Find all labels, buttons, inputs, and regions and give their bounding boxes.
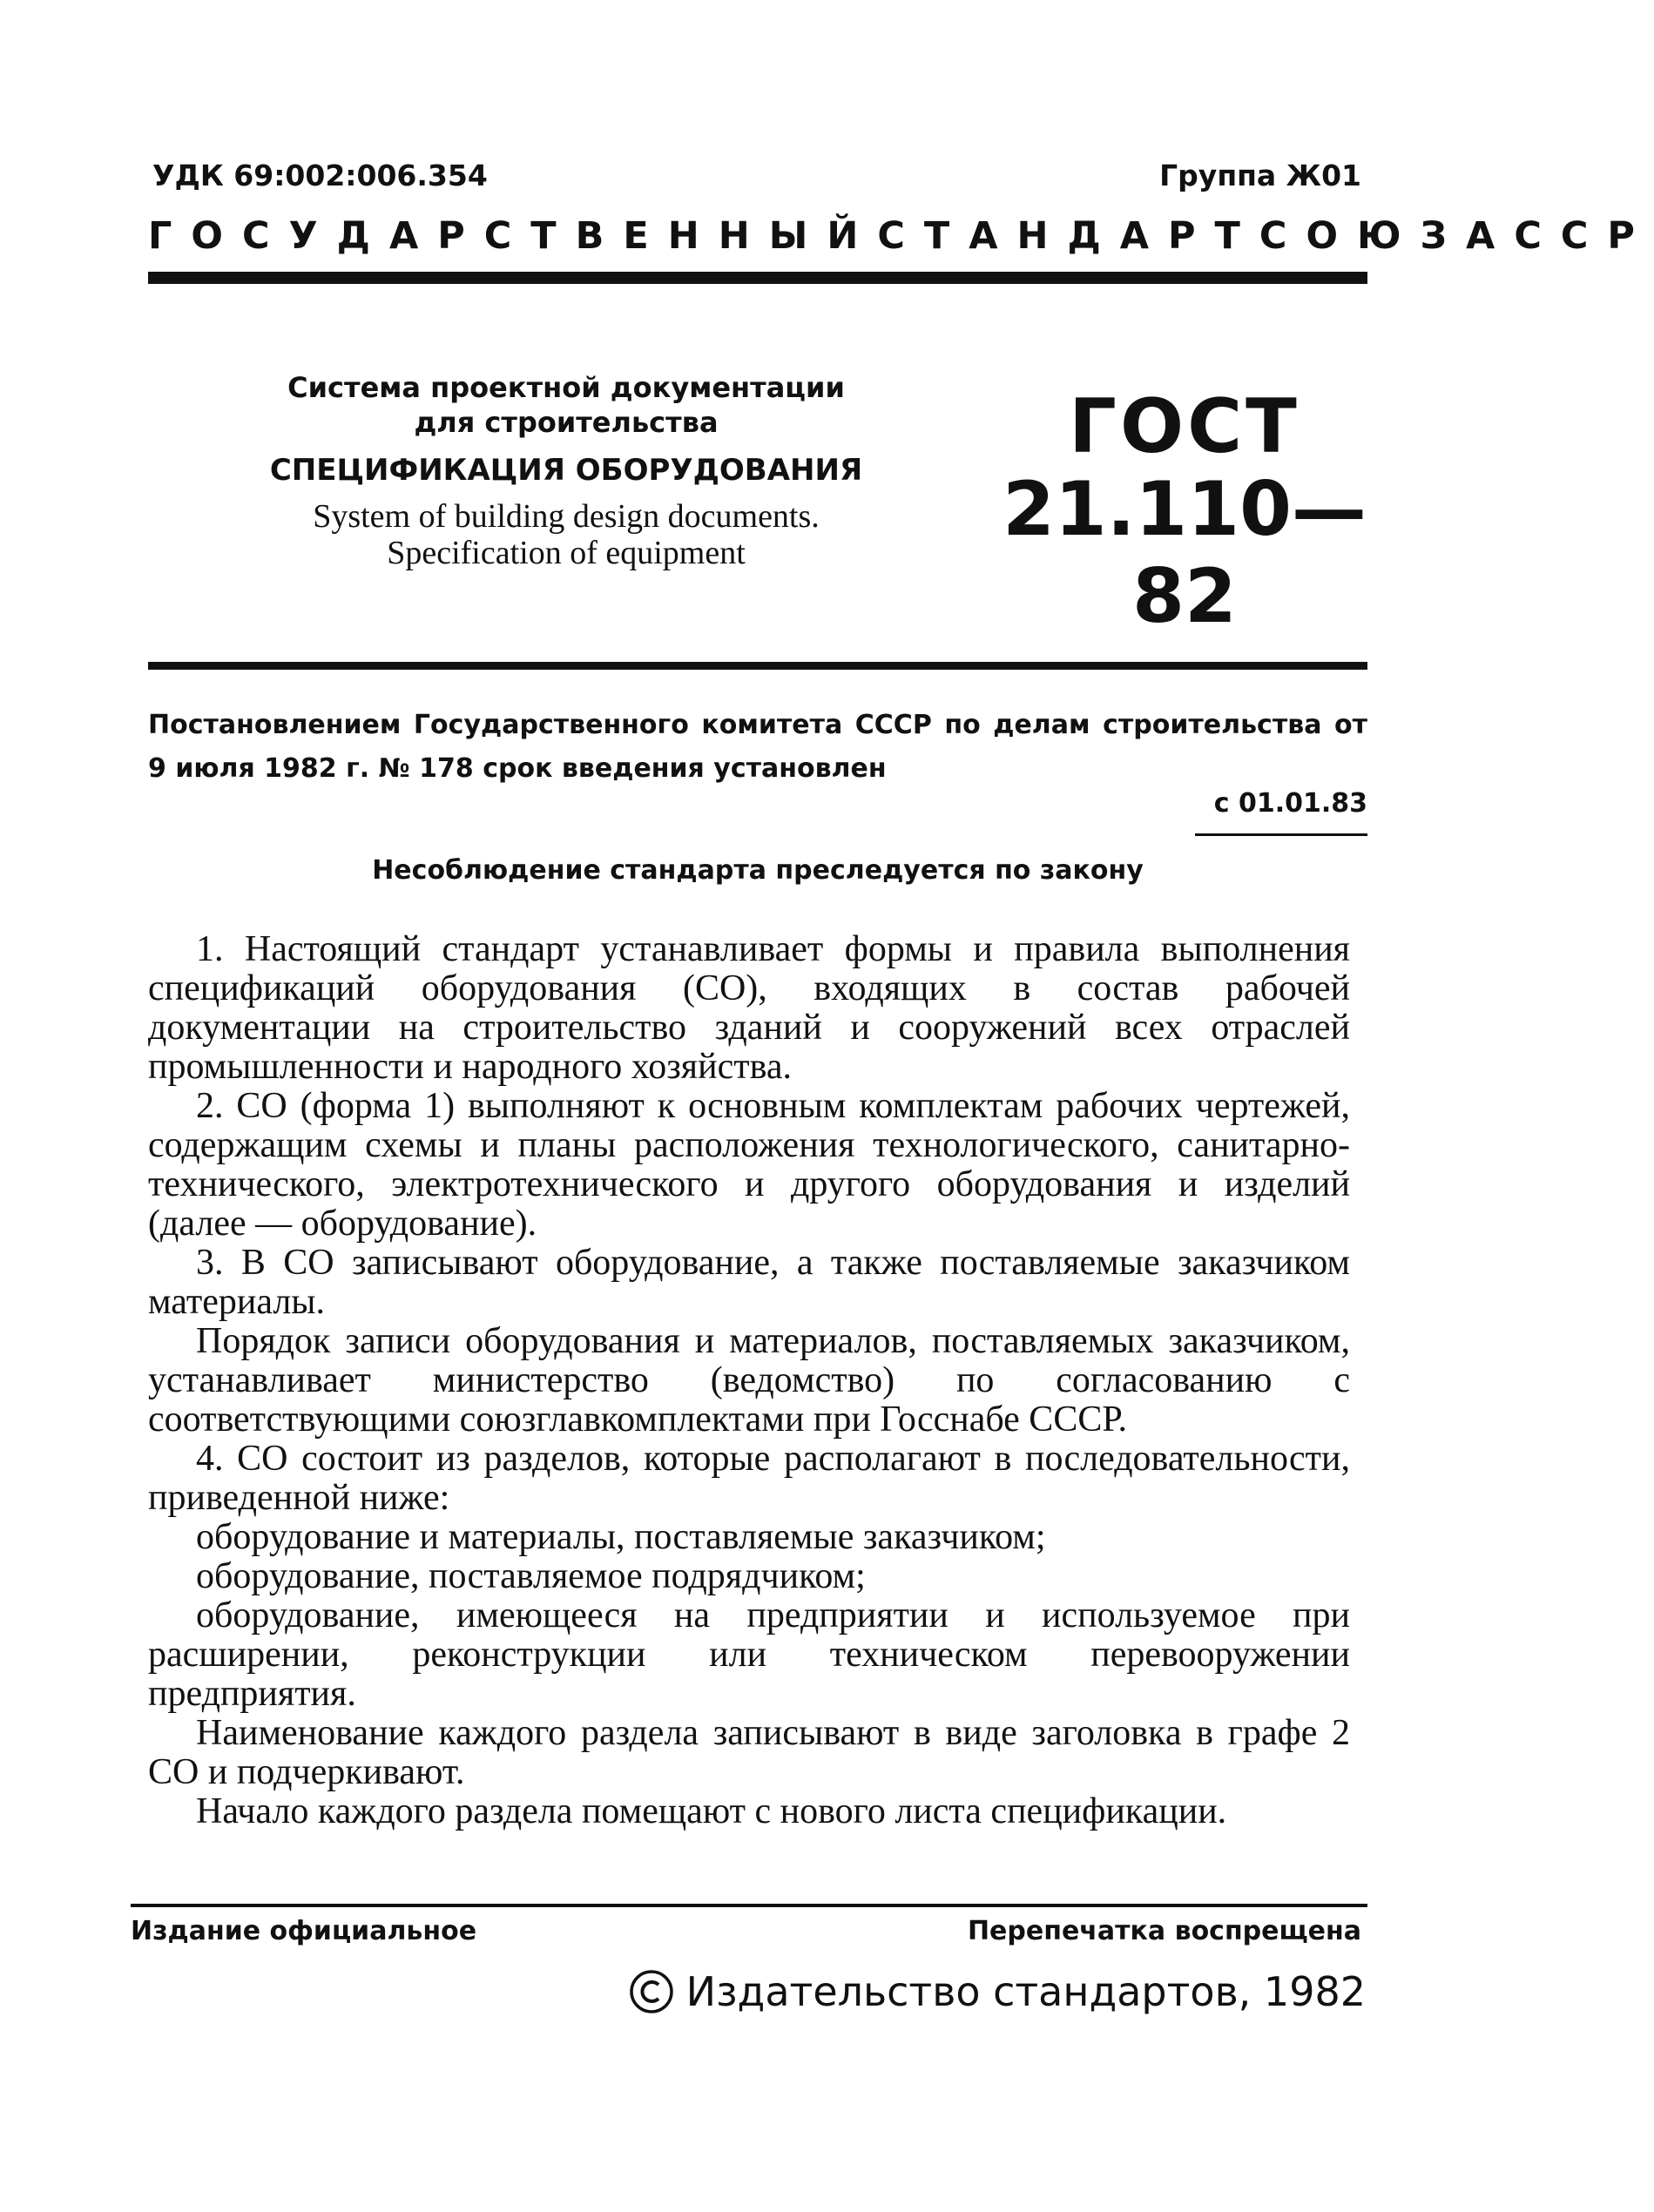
subtitle-line: Система проектной документации <box>287 371 845 404</box>
footer-rule <box>131 1904 1367 1907</box>
body-paragraph: 2. СО (форма 1) выполняют к основным комплектам рабочих чертежей, содержащим схемы и планы расположения технологического, санитарно-технического, электротехнического и другого оборудования и изделий (далее — оборудование). <box>148 1086 1350 1244</box>
body-paragraph: 1. Настоящий стандарт устанавливает формы и правила выполнения спецификаций оборудования (СО), входящих в состав рабочей документации на строительство зданий и сооружений всех отраслей промышленности и народного хозяйства. <box>148 929 1350 1087</box>
english-title <box>261 498 871 571</box>
subtitle-line: для строительства <box>414 406 719 439</box>
publisher-text: Издательство стандартов, 1982 <box>685 1968 1366 2015</box>
udk-code: УДК 69:002:006.354 <box>152 158 488 192</box>
body-paragraph: Порядок записи оборудования и материалов, поставляемых заказчиком, устанавливает министерство (ведомство) по согласованию с соответствующими союзглавкомплектами при Госснабе СССР. <box>148 1321 1350 1440</box>
body-paragraph: 4. СО состоит из разделов, которые располагают в последовательности, приведенной ниже: <box>148 1439 1350 1518</box>
gost-number: 21.110—82 <box>1003 466 1367 640</box>
body-paragraph: оборудование, поставляемое подрядчиком; <box>196 1556 866 1596</box>
effective-date-rule <box>1195 833 1367 836</box>
decree-text: Постановлением Государственного комитета СССР по делам строительства от 9 июля 1982 г. № 178 срок введения установлен <box>148 710 1367 784</box>
group-code: Группа Ж01 <box>1159 158 1361 192</box>
banner-word: СТАНДАРТ <box>877 214 1259 258</box>
banner-word: СОЮЗА <box>1259 214 1515 258</box>
copyright-icon <box>629 1969 674 2014</box>
body-paragraph: Начало каждого раздела помещают с нового листа спецификации. <box>196 1791 1227 1831</box>
noncompliance-notice: Несоблюдение стандарта преследуется по закону <box>372 855 1144 886</box>
document-title: СПЕЦИФИКАЦИЯ ОБОРУДОВАНИЯ <box>269 453 863 488</box>
standard-banner <box>148 214 1654 258</box>
reprint-notice: Перепечатка воспрещена <box>967 1916 1361 1946</box>
body-paragraph: 3. В СО записывают оборудование, а также поставляемые заказчиком материалы. <box>148 1243 1350 1322</box>
publisher-line <box>629 1968 1366 2015</box>
effective-date: с 01.01.83 <box>1213 788 1367 819</box>
official-edition: Издание официальное <box>131 1916 477 1946</box>
body-paragraph: оборудование, имеющееся на предприятии и используемое при расширении, реконструкции или техническом перевооружении предприятия. <box>148 1595 1350 1714</box>
body-paragraph: Наименование каждого раздела записывают в виде заголовка в графе 2 СО и подчеркивают. <box>148 1713 1350 1792</box>
header-rule <box>148 272 1367 284</box>
system-subtitle <box>261 370 871 440</box>
english-title-line: Specification of equipment <box>387 535 746 571</box>
banner-word: ГОСУДАРСТВЕННЫЙ <box>148 214 878 258</box>
title-rule <box>148 662 1367 670</box>
body-text <box>148 930 1350 1831</box>
gost-label: ГОСТ <box>1069 383 1300 470</box>
english-title-line: System of building design documents. <box>313 498 820 535</box>
body-paragraph: оборудование и материалы, поставляемые заказчиком; <box>196 1517 1046 1557</box>
banner-word: ССР <box>1514 214 1654 258</box>
